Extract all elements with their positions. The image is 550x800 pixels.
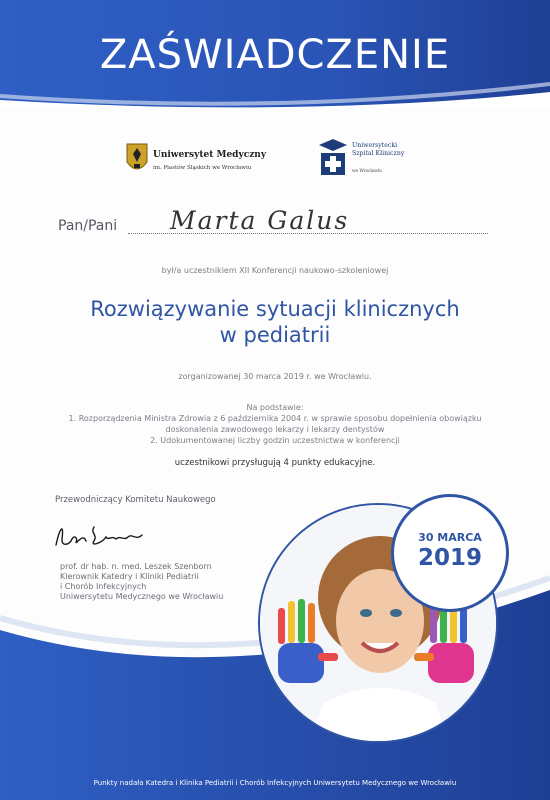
recipient-label: Pan/Pani — [58, 218, 118, 234]
hospital-cross-icon — [318, 138, 348, 178]
document-title: ZAŚWIADCZENIE — [99, 32, 451, 78]
footer-note: Punkty nadała Katedra i Klinika Pediatrii i Chorób Infekcyjnych Uniwersytetu Medycznego we Wrocławiu — [93, 779, 457, 787]
basis-item-1a: 1. Rozporządzenia Ministra Zdrowia z 6 października 2004 r. w sprawie sposobu dopełnienia obowiązku — [68, 414, 482, 423]
conference-title-line1: Rozwiązywanie sytuacji klinicznych — [90, 297, 460, 321]
chair-name: prof. dr hab. n. med. Leszek Szenborn — [60, 562, 212, 571]
eagle-crest-icon — [125, 142, 149, 176]
conference-title-line2: w pediatrii — [219, 323, 331, 347]
logo-row — [125, 138, 455, 182]
umw-name: Uniwersytet Medyczny — [153, 150, 267, 160]
points-text: uczestnikowi przysługują 4 punkty edukacyjne. — [174, 458, 376, 468]
basis-item-2: 2. Udokumentowanej liczby godzin uczestnictwa w konferencji — [150, 436, 400, 445]
chair-title-line1: Kierownik Katedry i Kliniki Pediatrii — [60, 572, 199, 581]
umw-subtitle: im. Piastów Śląskich we Wrocławiu — [153, 165, 252, 171]
badge-date: 30 MARCA — [418, 531, 482, 544]
organized-text: zorganizowanej 30 marca 2019 r. we Wrocławiu. — [178, 372, 372, 381]
chair-title-line2: i Chorób Infekcyjnych — [60, 582, 147, 591]
basis-item-1b: doskonalenia zawodowego lekarzy i lekarzy dentystów — [165, 425, 385, 434]
recipient-name: Marta Galus — [170, 206, 350, 235]
usk-subtitle: we Wrocławiu — [352, 168, 382, 173]
participation-text: był/a uczestnikiem XII Konferencji naukowo-szkoleniowej — [161, 266, 389, 275]
date-badge — [394, 497, 506, 609]
signature-image — [50, 515, 160, 555]
usk-logo — [318, 138, 458, 182]
umw-logo — [125, 138, 315, 182]
chair-title-line3: Uniwersytetu Medycznego we Wrocławiu — [60, 592, 224, 601]
committee-label: Przewodniczący Komitetu Naukowego — [55, 495, 216, 505]
usk-name: Uniwersytecki Szpital Kliniczny — [352, 142, 405, 157]
badge-year: 2019 — [417, 545, 482, 571]
basis-label: Na podstawie: — [246, 403, 304, 412]
